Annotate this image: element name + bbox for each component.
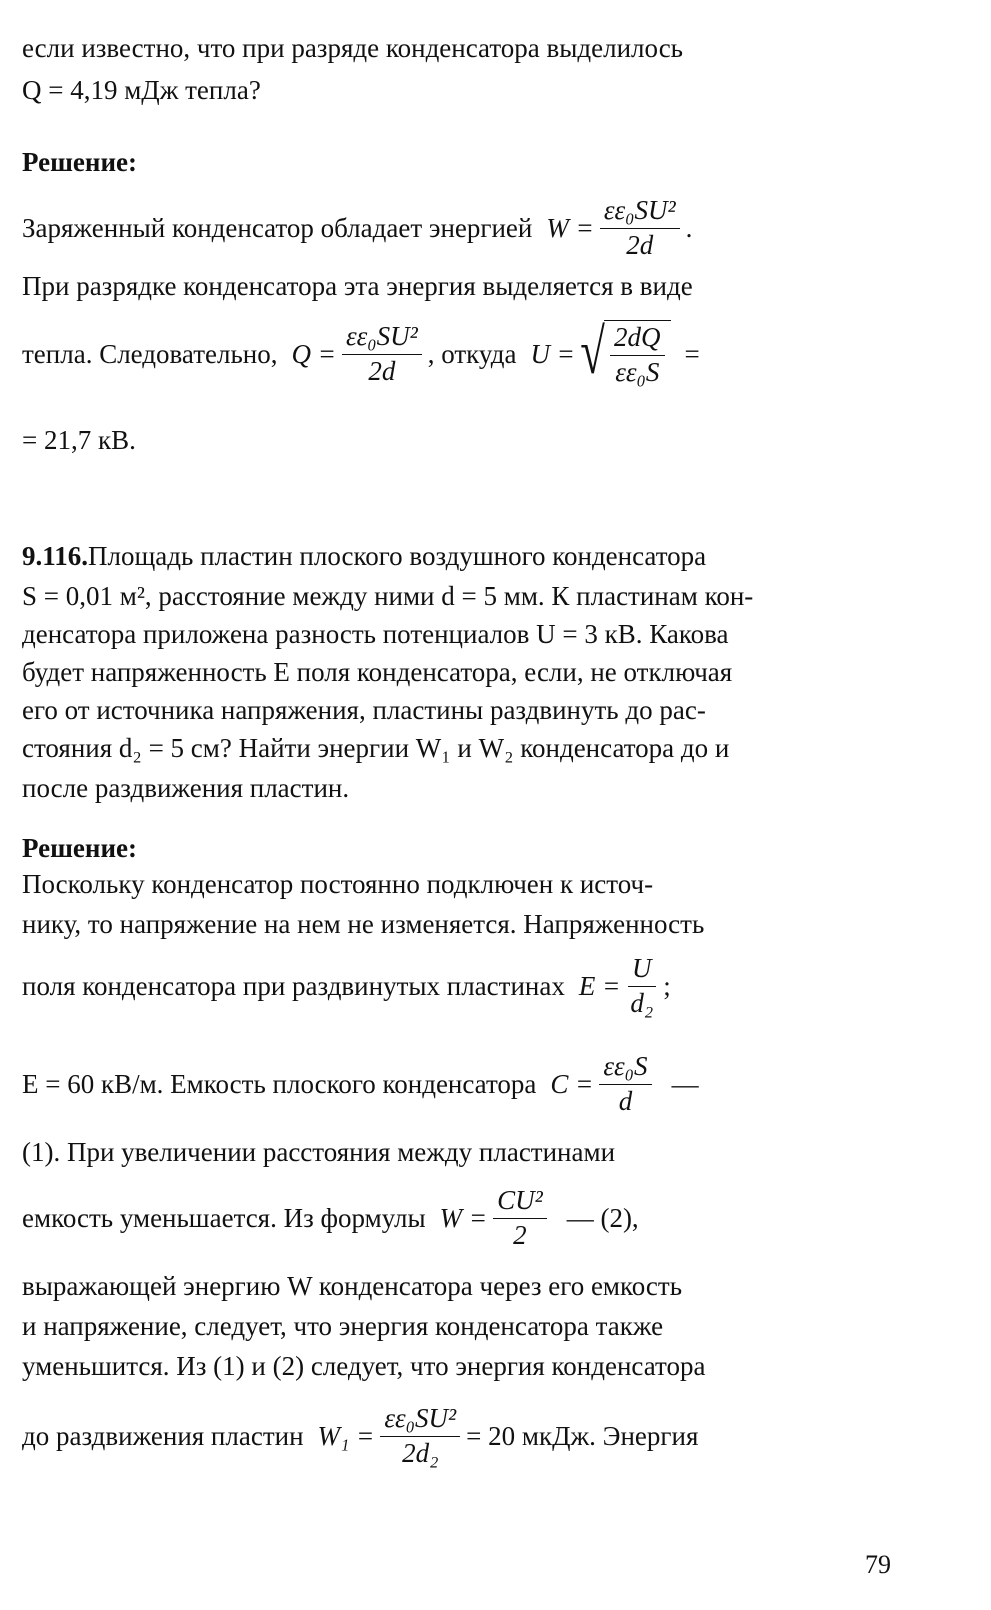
fraction-denominator: d₂ <box>630 987 654 1018</box>
question-text-end: Q = 4,19 мДж тепла? <box>22 75 261 105</box>
solution-text: уменьшится. Из (1) и (2) следует, что энергия конденсатора <box>22 1351 706 1381</box>
solution-line-7 <box>22 1268 902 1304</box>
problem-line-6 <box>22 730 902 766</box>
energy-capacitance-formula <box>440 1186 639 1250</box>
solution-text: Поскольку конденсатор постоянно подключен к источ- <box>22 869 654 899</box>
problem-text: его от источника напряжения, пластины раздвинуть до рас- <box>22 695 706 725</box>
formula-end: = 20 мкДж. Энергия <box>466 1421 699 1451</box>
problem-text: S = 0,01 м², расстояние между ними d = 5 мм. К пластинам кон- <box>22 581 754 611</box>
problem-line-7 <box>22 770 902 806</box>
field-formula <box>579 954 671 1018</box>
solution-heading-2 <box>22 830 902 866</box>
problem-text: будет напряженность E поля конденсатора, если, не отключая <box>22 657 733 687</box>
formula-end: ; <box>663 971 671 1001</box>
formula-end: = <box>684 339 700 369</box>
formula-fraction <box>342 322 422 386</box>
problem-number: 9.116. <box>22 541 89 571</box>
heat-formula <box>291 316 700 388</box>
formula-end: . <box>685 213 693 243</box>
fraction-denominator: 2 <box>513 1219 527 1250</box>
solution-heading-text: Решение: <box>22 833 137 863</box>
solution-line-8 <box>22 1308 902 1344</box>
problem-text: после раздвижения пластин. <box>22 773 350 803</box>
solution-line-6 <box>22 1180 902 1256</box>
sqrt-expression: √ $\frac{2dQ}{\text{εε₀S}}$ <box>575 320 671 387</box>
fraction-numerator: εε₀SU² <box>600 196 680 229</box>
heat-text: тепла. Следовательно, <box>22 339 278 369</box>
solution-text: и напряжение, следует, что энергия конденсатора также <box>22 1311 664 1341</box>
problem-line-2 <box>22 578 902 614</box>
solution-text: (1). При увеличении расстояния между пластинами <box>22 1137 616 1167</box>
fraction-numerator: U <box>628 954 656 987</box>
formula-end: — <box>671 1069 699 1099</box>
solution-text: нику, то напряжение на нем не изменяется. Напряженность <box>22 909 705 939</box>
solution-text: поля конденсатора при раздвинутых пластинах <box>22 971 565 1001</box>
solution-heading-1 <box>22 144 902 180</box>
fraction-numerator: 2dQ <box>610 323 665 356</box>
formula-fraction <box>493 1186 547 1250</box>
formula-lhs-2: U = <box>530 339 575 369</box>
whence-text: , откуда <box>427 339 517 369</box>
formula-lhs: W = <box>439 1203 488 1233</box>
solution-line-9 <box>22 1348 902 1384</box>
initial-energy-formula <box>318 1404 699 1468</box>
problem-text: Площадь пластин плоского воздушного конденсатора <box>88 541 707 571</box>
energy-formula <box>546 196 692 260</box>
formula-end: — (2), <box>566 1203 639 1233</box>
formula-fraction <box>380 1404 460 1468</box>
question-text-cont: если известно, что при разряде конденсатора выделилось <box>22 33 683 63</box>
text-line-4 <box>22 268 902 304</box>
energy-text: Заряженный конденсатор обладает энергией <box>22 213 533 243</box>
problem-text: стояния d₂ = 5 см? Найти энергии W₁ и W₂ конденсатора до и <box>22 733 730 763</box>
text-line-6 <box>22 422 902 458</box>
solution-heading-text: Решение: <box>22 147 137 177</box>
solution-line-10 <box>22 1396 902 1476</box>
formula-lhs: W₁ = <box>317 1421 375 1451</box>
solution-text: E = 60 кВ/м. Емкость плоского конденсатора <box>22 1069 537 1099</box>
text-line-3 <box>22 194 902 260</box>
fraction-denominator: εε₀S <box>615 357 660 387</box>
fraction-denominator: 2d <box>626 229 654 260</box>
page-number: 79 <box>865 1550 891 1579</box>
sqrt-fraction <box>610 323 665 387</box>
fraction-numerator: εε₀SU² <box>342 322 422 355</box>
solution-line-3 <box>22 946 902 1026</box>
text-line-2 <box>22 72 902 108</box>
formula-lhs: E = <box>578 971 621 1001</box>
fraction-numerator: εε₀SU² <box>380 1404 460 1437</box>
fraction-numerator: CU² <box>493 1186 547 1219</box>
fraction-denominator: 2d₂ <box>402 1437 439 1468</box>
fraction-denominator: d <box>618 1085 633 1116</box>
formula-lhs: C = <box>550 1069 594 1099</box>
formula-fraction <box>599 1052 651 1116</box>
formula-fraction <box>626 954 657 1018</box>
answer-value: = 21,7 кВ. <box>22 425 136 455</box>
problem-line-5 <box>22 692 902 728</box>
solution-line-4 <box>22 1046 902 1122</box>
problem-line-4 <box>22 654 902 690</box>
solution-line-2 <box>22 906 902 942</box>
problem-line-1 <box>22 538 902 574</box>
formula-fraction <box>600 196 680 260</box>
solution-line-1 <box>22 866 902 902</box>
solution-text: выражающей энергию W конденсатора через его емкость <box>22 1271 683 1301</box>
text-line-5 <box>22 318 902 390</box>
fraction-numerator: εε₀S <box>599 1052 651 1085</box>
solution-line-5 <box>22 1134 902 1170</box>
discharge-text: При разрядке конденсатора эта энергия выделяется в виде <box>22 271 693 301</box>
solution-text: до раздвижения пластин <box>22 1421 304 1451</box>
text-line-1 <box>22 30 902 66</box>
problem-text: денсатора приложена разность потенциалов U = 3 кВ. Какова <box>22 619 729 649</box>
solution-text: емкость уменьшается. Из формулы <box>22 1203 426 1233</box>
formula-lhs: W = <box>546 213 594 243</box>
capacitance-formula <box>550 1052 698 1116</box>
formula-lhs: Q = <box>291 339 336 369</box>
fraction-denominator: 2d <box>368 355 396 386</box>
problem-line-3 <box>22 616 902 652</box>
